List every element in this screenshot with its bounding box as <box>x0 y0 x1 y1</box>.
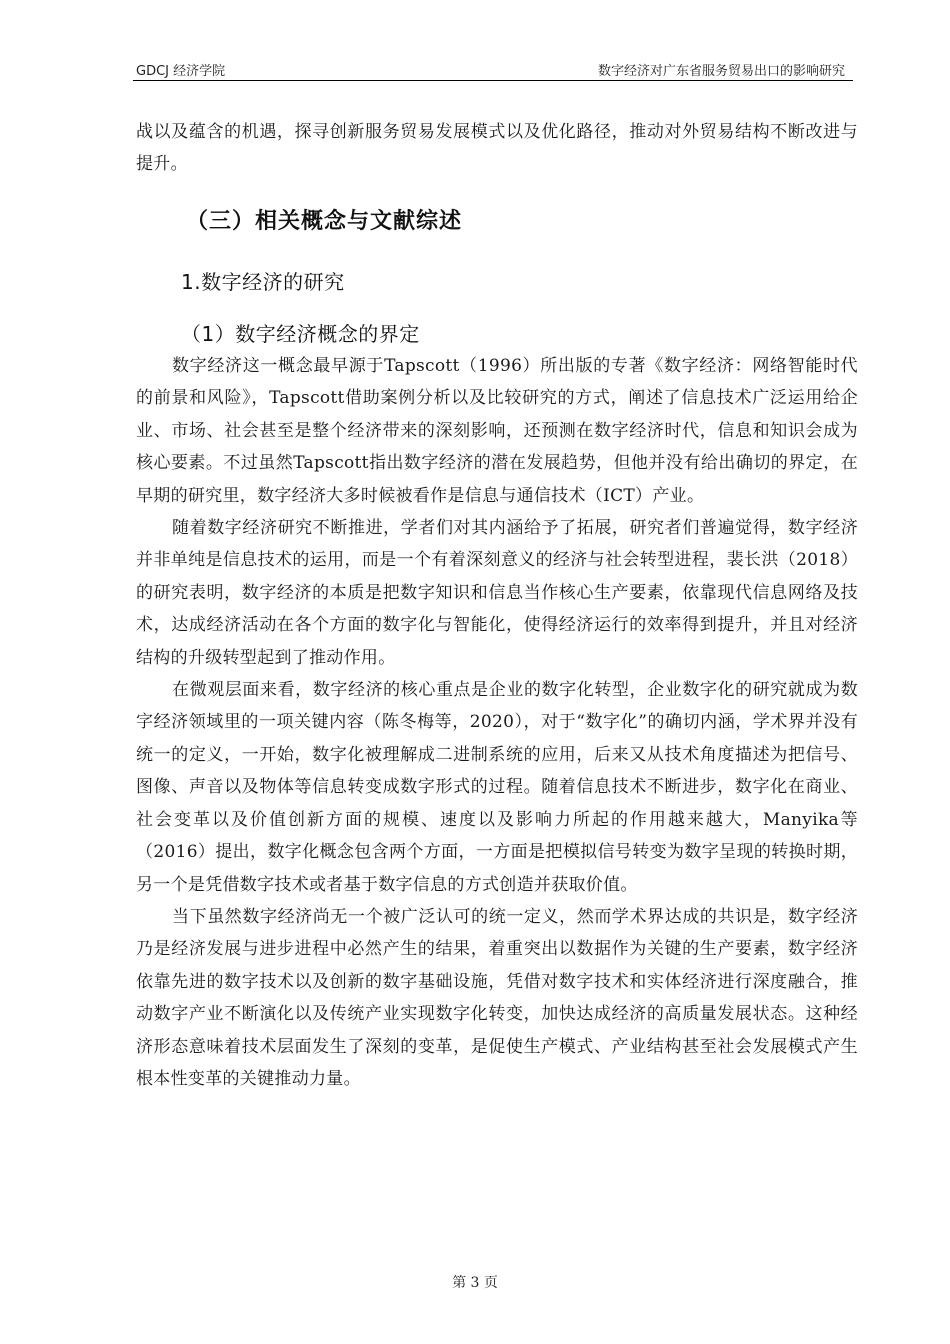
page-header <box>133 58 853 81</box>
paragraph: 当下虽然数字经济尚无一个被广泛认可的统一定义，然而学术界达成的共识是，数字经济乃是经济发展与进步进程中必然产生的结果，着重突出以数据作为关键的生产要素，数字经济依靠先进的数字技术以及创新的数字基础设施，凭借对数字技术和实体经济进行深度融合，推动数字产业不断演化以及传统产业实现数字化转变，加快达成经济的高质量发展状态。这种经济形态意味着技术层面发生了深刻的变革，是促使生产模式、产业结构甚至社会发展模式产生根本性变革的关键推动力量。 <box>136 906 858 1089</box>
section-heading: （三）相关概念与文献综述 <box>186 209 463 234</box>
subsection-heading: 1.数字经济的研究 <box>181 270 345 294</box>
body-paragraphs <box>136 350 858 1095</box>
paragraph: 随着数字经济研究不断推进，学者们对其内涵给予了拓展，研究者们普遍觉得，数字经济并非单纯是信息技术的运用，而是一个有着深刻意义的经济与社会转型进程，裴长洪（2018）的研究表明，数字经济的本质是把数字知识和信息当作核心生产要素，依靠现代信息网络及技术，达成经济活动在各个方面的数字化与智能化，使得经济运行的效率得到提升，并且对经济结构的升级转型起到了推动作用。 <box>136 518 858 668</box>
header-institution: GDCJ 经济学院 <box>136 64 226 79</box>
paragraph: 在微观层面来看，数字经济的核心重点是企业的数字化转型，企业数字化的研究就成为数字经济领域里的一项关键内容（陈冬梅等，2020），对于“数字化”的确切内涵，学术界并没有统一的定义，一开始，数字化被理解成二进制系统的应用，后来又从技术角度描述为把信号、图像、声音以及物体等信息转变成数字形式的过程。随着信息技术不断进步，数字化在商业、社会变革以及价值创新方面的规模、速度以及影响力所起的作用越来越大，Manyika等（2016）提出，数字化概念包含两个方面，一方面是把模拟信号转变为数字呈现的转换时期，另一个是凭借数字技术或者基于数字信息的方式创造并获取价值。 <box>136 680 858 895</box>
header-title: 数字经济对广东省服务贸易出口的影响研究 <box>597 64 845 79</box>
subsubsection-heading: （1）数字经济概念的界定 <box>181 322 420 346</box>
paragraph: 数字经济这一概念最早源于Tapscott（1996）所出版的专著《数字经济：网络智能时代的前景和风险》，Tapscott借助案例分析以及比较研究的方式，阐述了信息技术广泛运用给企业、市场、社会甚至是整个经济带来的深刻影响，还预测在数字经济时代，信息和知识会成为核心要素。不过虽然Tapscott指出数字经济的潜在发展趋势，但他并没有给出确切的界定，在早期的研究里，数字经济大多时候被看作是信息与通信技术（ICT）产业。 <box>136 356 858 506</box>
intro-paragraph: 战以及蕴含的机遇，探寻创新服务贸易发展模式以及优化路径，推动对外贸易结构不断改进与提升。 <box>136 122 858 175</box>
page-number: 第 3 页 <box>452 1275 498 1291</box>
